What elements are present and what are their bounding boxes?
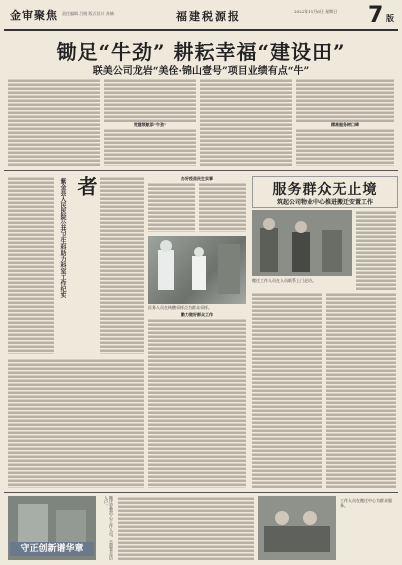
service-photo-caption: 搬迁工作人员在人员联系上门走访。	[252, 278, 316, 283]
issue-date: 2022年11月6日 星期日	[294, 9, 338, 14]
main-headline: 锄足“牛劲” 耕耘幸福“建设田”	[56, 40, 346, 64]
visit-photo-icon	[252, 210, 352, 276]
service-title-box	[252, 176, 398, 208]
main-story-col-2b	[104, 128, 196, 166]
page-number: 7	[368, 3, 384, 28]
side-feature-text-b	[100, 176, 144, 354]
section-editor-line: 责任编辑 吕晓 版式设计 苏楠	[62, 11, 114, 16]
middle-text-3	[148, 318, 246, 488]
section-title: 金审聚焦	[10, 9, 58, 22]
middle-text-1	[148, 182, 195, 232]
bottom-right-caption: 工作人员在搬迁中心为群众服务。	[340, 498, 392, 508]
middle-subhead-2: 勤力做好群众工作	[181, 312, 213, 317]
main-story-col-2a	[104, 78, 196, 122]
masthead	[4, 3, 398, 31]
main-story-col-1	[8, 78, 100, 166]
main-subhead-1: 党建领航添“牛劲”	[133, 122, 167, 127]
bottom-left-caption: 搬迁安置中心工作人员、志愿者走访入户。	[104, 496, 114, 560]
service-subtitle: 筑起公司物业中心推进搬迁安置工作	[276, 199, 373, 206]
service-title: 服务群众无止境	[272, 182, 378, 198]
service-text-a	[356, 210, 396, 290]
middle-text-2	[199, 182, 246, 232]
page-label: 版	[386, 13, 394, 23]
side-feature-text-a	[8, 176, 54, 354]
side-feature-title: 者	[74, 176, 98, 196]
bottom-divider	[4, 492, 398, 493]
service-text-c	[326, 292, 396, 488]
bottom-right-photo	[258, 496, 336, 560]
middle-photo	[148, 236, 246, 304]
service-text-b	[252, 292, 322, 488]
bottom-middle-text	[118, 496, 254, 560]
side-feature-subtitle: 紫金县人民医院公共卫生科助力科室工作纪实	[59, 178, 66, 298]
service-photo	[252, 210, 352, 276]
bottom-left-photo	[8, 496, 96, 560]
section-divider	[4, 170, 398, 171]
main-story-col-3	[200, 78, 292, 166]
side-feature-text-c	[8, 358, 144, 488]
paper-name: 福建税源报	[176, 10, 241, 23]
middle-subhead-1: 办好疫苗民生实事	[181, 176, 213, 181]
service-desk-photo-icon	[258, 496, 336, 560]
main-subhead-2: 精准服务树口碑	[331, 122, 359, 127]
main-subheadline: 联美公司龙岩“美佺·锦山壹号”项目业绩有点“牛”	[92, 66, 310, 77]
middle-photo-caption: 医务人员在核酸采样点为群众采样。	[148, 305, 212, 310]
medical-staff-photo-icon	[148, 236, 246, 304]
header-rule	[4, 29, 398, 31]
main-story-col-4a	[296, 78, 394, 122]
main-story-col-4b	[296, 128, 394, 166]
bottom-banner: 守正创新谱华章	[10, 542, 94, 556]
